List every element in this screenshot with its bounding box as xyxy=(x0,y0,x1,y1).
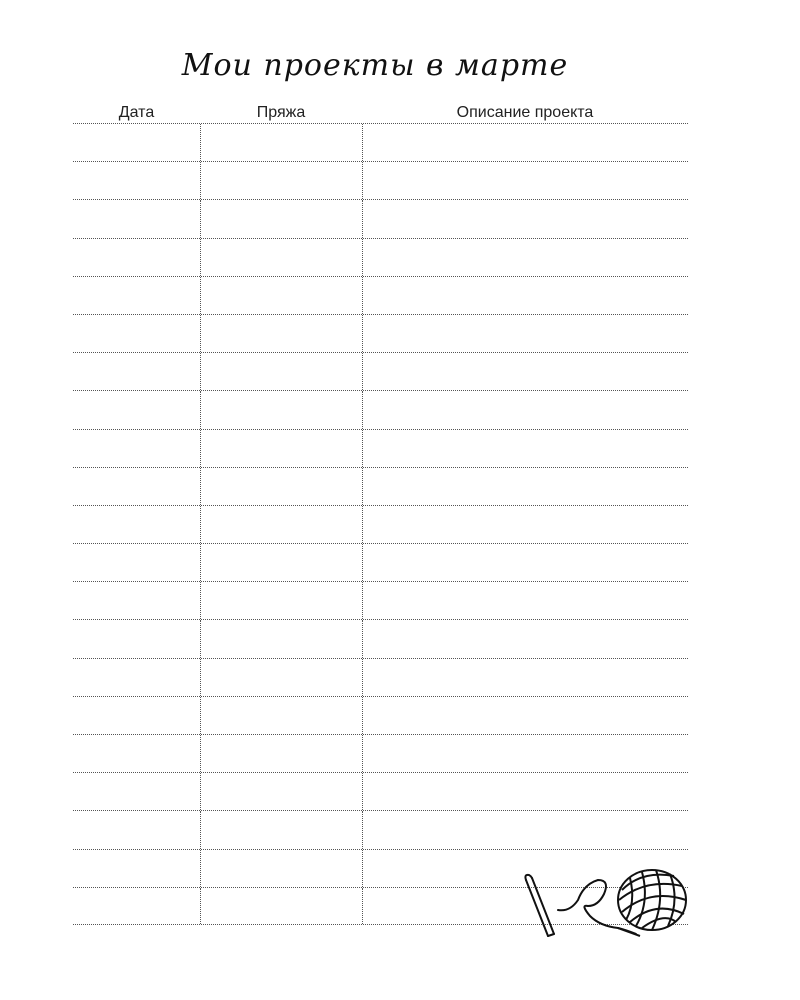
table-row xyxy=(73,161,688,199)
table-row xyxy=(73,390,688,428)
table-row xyxy=(73,429,688,467)
table-row xyxy=(73,238,688,276)
table-cell-description xyxy=(362,620,688,657)
table-cell-yarn xyxy=(200,697,363,734)
table-cell-yarn xyxy=(200,888,363,924)
column-header-description: Описание проекта xyxy=(456,104,594,121)
projects-table xyxy=(73,123,688,925)
table-cell-date xyxy=(73,430,200,467)
table-row xyxy=(73,505,688,543)
table-cell-yarn xyxy=(200,430,363,467)
table-cell-date xyxy=(73,239,200,276)
table-cell-description xyxy=(362,239,688,276)
table-cell-date xyxy=(73,620,200,657)
table-row xyxy=(73,314,688,352)
table-cell-yarn xyxy=(200,544,363,581)
table-cell-date xyxy=(73,659,200,696)
table-cell-date xyxy=(73,697,200,734)
table-cell-yarn xyxy=(200,735,363,772)
table-cell-yarn xyxy=(200,773,363,810)
table-cell-date xyxy=(73,506,200,543)
table-cell-yarn xyxy=(200,659,363,696)
table-row xyxy=(73,658,688,696)
table-row xyxy=(73,772,688,810)
table-cell-description xyxy=(362,162,688,199)
table-cell-description xyxy=(362,430,688,467)
yarn-ball-with-crochet-hook-icon xyxy=(518,862,693,944)
table-row xyxy=(73,810,688,848)
table-row xyxy=(73,123,688,161)
table-cell-yarn xyxy=(200,124,363,161)
table-cell-yarn xyxy=(200,582,363,619)
table-cell-description xyxy=(362,353,688,390)
table-row xyxy=(73,467,688,505)
table-cell-date xyxy=(73,811,200,848)
table-cell-yarn xyxy=(200,239,363,276)
table-cell-description xyxy=(362,200,688,237)
table-cell-date xyxy=(73,391,200,428)
table-cell-description xyxy=(362,124,688,161)
column-header-yarn: Пряжа xyxy=(256,104,306,121)
page-title: Мои проекты в марте xyxy=(181,48,569,83)
table-cell-description xyxy=(362,544,688,581)
table-cell-date xyxy=(73,773,200,810)
table-cell-date xyxy=(73,353,200,390)
table-cell-yarn xyxy=(200,811,363,848)
table-cell-description xyxy=(362,697,688,734)
table-row xyxy=(73,352,688,390)
table-cell-date xyxy=(73,315,200,352)
table-cell-date xyxy=(73,277,200,314)
table-cell-description xyxy=(362,277,688,314)
table-cell-date xyxy=(73,200,200,237)
table-cell-yarn xyxy=(200,620,363,657)
table-cell-yarn xyxy=(200,506,363,543)
table-cell-description xyxy=(362,315,688,352)
table-cell-description xyxy=(362,659,688,696)
table-cell-yarn xyxy=(200,315,363,352)
table-cell-yarn xyxy=(200,468,363,505)
table-cell-description xyxy=(362,773,688,810)
table-cell-date xyxy=(73,735,200,772)
table-cell-date xyxy=(73,162,200,199)
table-cell-yarn xyxy=(200,353,363,390)
table-cell-yarn xyxy=(200,850,363,887)
table-cell-date xyxy=(73,582,200,619)
table-cell-description xyxy=(362,735,688,772)
table-cell-yarn xyxy=(200,391,363,428)
table-cell-date xyxy=(73,468,200,505)
table-cell-date xyxy=(73,124,200,161)
table-cell-description xyxy=(362,468,688,505)
table-cell-description xyxy=(362,582,688,619)
table-cell-description xyxy=(362,391,688,428)
table-row xyxy=(73,276,688,314)
table-cell-description xyxy=(362,506,688,543)
table-row xyxy=(73,199,688,237)
table-cell-yarn xyxy=(200,162,363,199)
table-row xyxy=(73,543,688,581)
table-row xyxy=(73,734,688,772)
table-cell-date xyxy=(73,850,200,887)
table-cell-description xyxy=(362,811,688,848)
table-cell-yarn xyxy=(200,200,363,237)
table-row xyxy=(73,581,688,619)
table-cell-yarn xyxy=(200,277,363,314)
column-header-date: Дата xyxy=(118,104,155,121)
table-row xyxy=(73,619,688,657)
table-row xyxy=(73,696,688,734)
table-cell-date xyxy=(73,544,200,581)
table-cell-date xyxy=(73,888,200,924)
